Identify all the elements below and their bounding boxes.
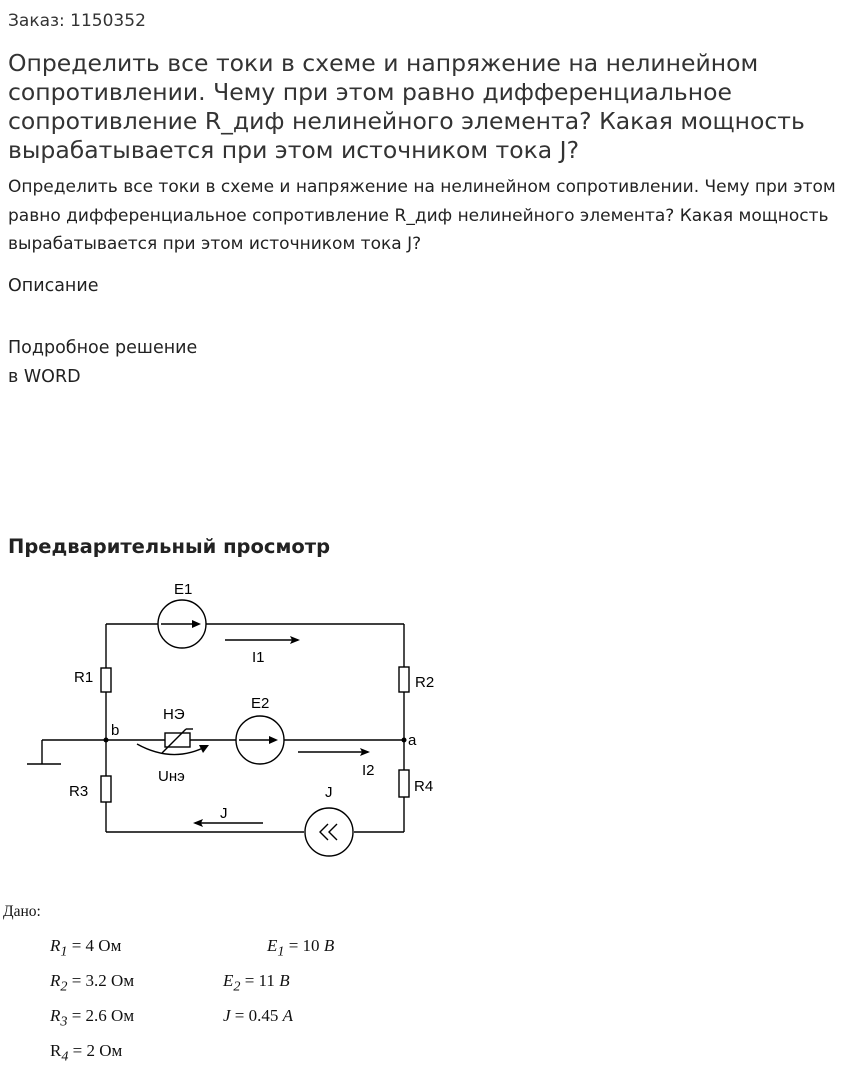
given-title: Дано: — [3, 903, 41, 920]
label-r3: R3 — [69, 783, 89, 800]
resistor-r1 — [101, 668, 111, 692]
label-r2: R2 — [415, 674, 435, 691]
given-values — [0, 895, 500, 1070]
label-ne: НЭ — [163, 706, 185, 723]
param-r4: $R_4 = 2$ Ом — [50, 1041, 123, 1065]
param-r2: $R_2 = 3.2$ Ом — [50, 971, 135, 995]
label-node-a: a — [408, 732, 417, 749]
param-j: J = 0.45 А — [223, 1006, 294, 1025]
solution-line-2: в WORD — [8, 366, 81, 387]
description-label: Описание — [8, 276, 99, 296]
label-j: J — [325, 784, 333, 801]
param-e2: $E_2 = 11$ В — [223, 971, 290, 995]
resistor-r4 — [399, 770, 409, 797]
circuit-diagram — [15, 565, 455, 865]
label-i1: I1 — [252, 649, 265, 666]
solution-line-1: Подробное решение — [8, 338, 198, 358]
param-r1: $R_1 = 4$ Ом — [50, 936, 122, 960]
label-r4: R4 — [414, 778, 434, 795]
label-e2: E2 — [251, 695, 270, 712]
label-e1: E1 — [174, 581, 193, 598]
label-j-arrow: J — [220, 805, 228, 822]
nonlinear-element — [165, 733, 190, 747]
preview-heading: Предварительный просмотр — [8, 535, 331, 558]
label-r1: R1 — [74, 669, 94, 686]
task-title: Определить все токи в схеме и напряжение на нелинейном сопротивлении. Чему при этом равно дифференциальное сопротивление R_диф нелинейного элемента? Какая мощность вырабатывается при этом источником тока J? — [8, 49, 805, 164]
label-une: Uнэ — [158, 768, 185, 785]
resistor-r3 — [101, 776, 111, 802]
param-e1: $E_1 = 10$ В — [267, 936, 335, 960]
task-description: Определить все токи в схеме и напряжение на нелинейном сопротивлении. Чему при этом равно дифференциальное сопротивление R_диф нелинейного элемента? Какая мощность вырабатывается при этом источником тока J? — [8, 177, 836, 254]
resistor-r2 — [399, 667, 409, 692]
solution-note — [8, 334, 197, 391]
label-node-b: b — [111, 722, 120, 739]
node-a-dot — [402, 738, 407, 743]
label-i2: I2 — [362, 762, 375, 779]
node-b-dot — [104, 738, 109, 743]
order-number: Заказ: 1150352 — [8, 11, 146, 31]
param-r3: $R_3 = 2.6$ Ом — [50, 1006, 135, 1030]
